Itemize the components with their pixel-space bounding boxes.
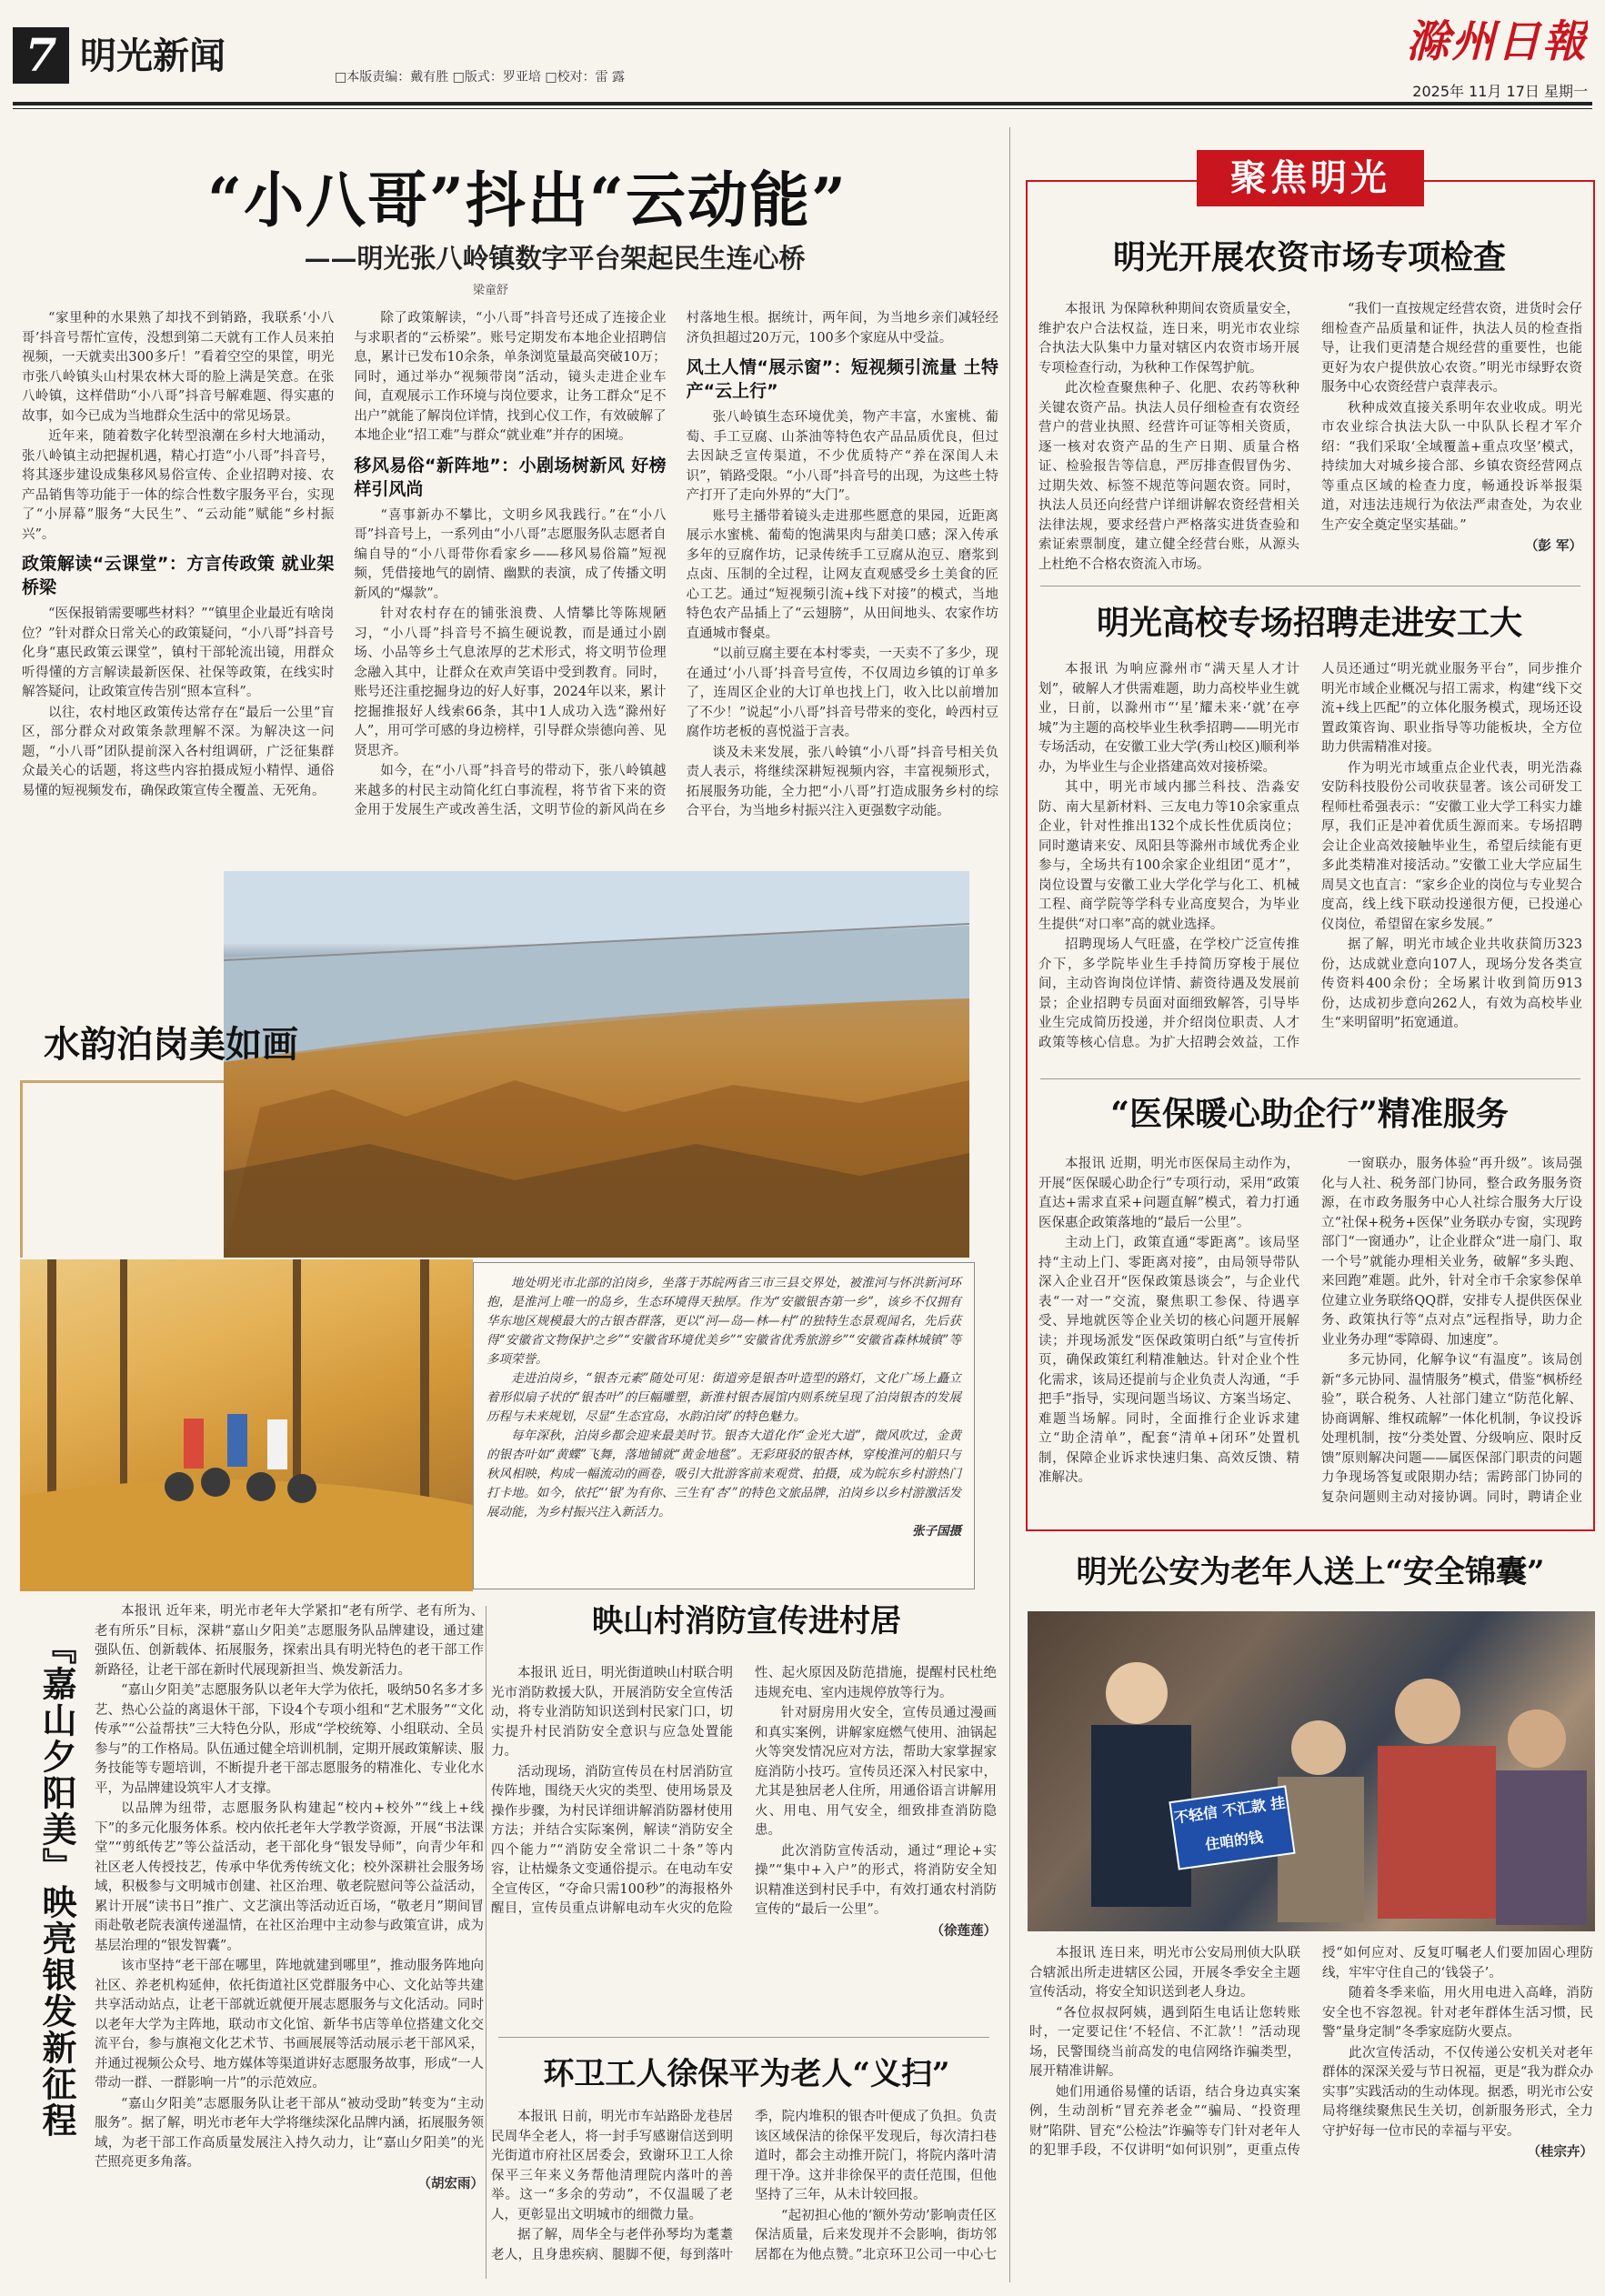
focus-article-2-title: 明光高校专场招聘走进安工大: [1096, 604, 1522, 642]
paragraph: 除了政策解读，“小八哥”抖音号还成了连接企业与求职者的“云桥梁”。账号定期发布本地企业招聘信息，累计已发布10余条，单条浏览量最高突破10万；同时，通过举办“视频带岗”活动，镜头走进企业车间，直观展示工作环境与岗位要求，让务工群众“足不出户”就能了解岗位详情，找到心仪工作，有效破解了本地企业“招工难”与群众“就业难”并存的困境。: [354, 311, 667, 443]
police-elderly-photo: [1028, 1611, 1595, 1931]
paragraph: 本报讯 近日，明光街道映山村联合明光市消防救援大队，开展消防安全宣传活动，将专业消防知识送到村民家门口，切实提升村民消防安全意识与应急处置能力。: [491, 1666, 733, 1759]
paragraph: 本报讯 为响应滁州市“满天星人才计划”，破解人才供需难题，助力高校毕业生就业，日前，以滁州市“‘星’耀未来·‘就’在亭城”为主题的高校毕业生秋季招聘——明光市专场活动，在安徽工业大学(秀山校区)顺利举办，为毕业生与企业搭建高效对接桥梁。: [1038, 662, 1299, 775]
photo-feature-title: 水韵泊岗美如画: [44, 1023, 298, 1066]
ginkgo-cyclists-photo: [20, 1259, 473, 1591]
paragraph: “家里种的水果熟了却找不到销路，我联系‘小八哥’抖音号帮忙宣传，没想到第二天就有工作人员来拍视频，一天就卖出300多斤！”看着空空的果筐，明光市张八岭镇头山村果农林大哥的脸上满是笑意。在张八岭镇，这样借助“小八哥”抖音号解难题、得实惠的故事，如今已成为当地群众生活中的常见场景。: [22, 311, 335, 424]
decorative-frame: [20, 1080, 229, 1258]
main-headline: “小八哥”抖出“云动能”: [207, 165, 848, 236]
paragraph: 以往，农村地区政策传达常存在“最后一公里”盲区，部分群众对政策条款理解不深。为解决这一问题，“小八哥”团队提前深入各村组调研，广泛征集群众最关心的话题，将这些内容拍摄成短小精悍、通俗易懂的短视频发布，确保政策宣传全覆盖、无死角。: [22, 705, 335, 798]
police-scene-art: [1028, 1611, 1595, 1931]
section-divider: [1040, 1078, 1580, 1079]
paragraph: “起初担心他的‘额外劳动’影响责任区保洁质量，后来发现并不会影响，街坊邻居都在为他点赞。”北京环卫公司一中心七: [755, 2208, 997, 2262]
focus-section-tag: 聚焦明光: [1197, 150, 1424, 206]
caption-paragraph: 地处明光市北部的泊岗乡，坐落于苏皖两省三市三县交界处，被淮河与怀洪新河环抱，是淮河上唯一的岛乡，生态环境得天独厚。作为“安徽银杏第一乡”，该乡不仅拥有华东地区规模最大的古银杏群落，更以“河—岛—林—村”的独特生态景观闻名，先后获得“安徽省文物保护之乡”“安徽省环境优美乡”“安徽省优秀旅游乡”“安徽省森林城镇”等多项荣誉。: [487, 1276, 961, 1367]
focus-article-2-body: [1038, 660, 1582, 1060]
subheading: 政策解读“云课堂”：方言传政策 就业架桥梁: [22, 554, 335, 597]
paragraph: 本报讯 连日来，明光市公安局刑侦大队联合辖派出所走进辖区公园，开展冬季安全主题宣传活动，将安全知识送到老人身边。: [1029, 1946, 1300, 2000]
paragraph: 招聘现场人气旺盛，在学校广泛宣传推介下，多学院毕业生手持简历穿梭于展位间，主动咨询岗位详情、薪资待遇及发展前景；企业招聘专员面对面细致解答，引导毕业生完成简历投递，并介绍岗位职责、人才政策等核心信息。为扩大招聘会效益，工作人员还通过“明光就业服务平台”，同步推介明光市域企业概况与招工需求，构建“线下交流+线上匹配”的立体化服务模式，现场还设置政策咨询、职业指导等功能板块，全方位助力供需精准对接。: [1038, 662, 1582, 1050]
sanitation-worker-headline: 环卫工人徐保平为老人“义扫”: [543, 2056, 950, 2092]
paragraph: 据了解，周华全与老伴孙琴均为耄耋老人，且身患疾病、腿脚不便，每到落叶季，院内堆积的银杏叶便成了负担。负责该区域保洁的徐保平发现后，每次清扫巷道时，都会主动推开院门，将院内落叶清理干净。这并非徐保平的责任范围，但他坚持了三年，从未计较回报。: [491, 2110, 997, 2262]
editors-line: □本版责编：戴有胜 □版式：罗亚培 □校对：雷 露: [335, 70, 626, 85]
police-article-body: [1029, 1944, 1593, 2281]
dateline: 2025年 11月 17日 星期一: [1412, 83, 1588, 100]
paragraph: “喜事新办不攀比，文明乡风我践行。”在“小八哥”抖音号上，一系列由“小八哥”志愿服务队志愿者自编自导的“小八哥带你看家乡——移风易俗篇”短视频，凭借接地气的剧情、幽默的表演，成了传播文明新风的“爆款”。: [354, 507, 667, 601]
paragraph: 本报讯 日前，明光市车站路卧龙巷居民周华全老人，将一封手写感谢信送到明光街道市府社区居委会，致谢环卫工人徐保平三年来义务帮他清理院内落叶的善举。这一“多余的劳动”，不仅温暖了老人，更彰显出文明城市的细微力量。: [491, 2110, 733, 2222]
river-scene-art: [224, 871, 969, 1258]
paragraph: 该市坚持“老干部在哪里，阵地就建到哪里”，推动服务阵地向社区、养老机构延伸，依托街道社区党群服务中心、文化站等共建共享活动站点，让老干部就近就便开展志愿服务与文化活动。同时以老年大学为主阵地，联动市文化馆、新华书店等单位搭建文化交流平台，参与旗袍文化艺术节、书画展展等活动展示老干部风采，并通过视频公众号、地方媒体等渠道讲好志愿服务故事，形成“一人带动一群、一群影响一片”的示范效应。: [95, 1959, 484, 2090]
anti-fraud-sign: 不轻信 不汇款 挂住咱的钱: [1169, 1785, 1295, 1870]
paragraph: 随着冬季来临，用火用电进入高峰，消防安全也不容忽视。针对老年群体生活习惯，民警“量身定制”冬季家庭防火要点。: [1322, 1986, 1593, 2040]
page-number: 7: [13, 27, 69, 84]
photo-caption: [473, 1262, 975, 1589]
column-divider: [1009, 127, 1010, 2282]
paragraph: 一窗联办，服务体验“再升级”。该局强化与人社、税务部门协同，整合政务服务资源，在市政务服务中心人社综合服务大厅设立“社保+税务+医保”业务联办专窗，实现跨部门“一窗通办”，让企业群众“进一扇门、取一个号”就能办理相关业务，破解“多头跑、来回跑”难题。此外，针对全市千余家参保单位建立业务联络QQ群，安排专人提供医保业务、政策执行等“点对点”远程指导，助力企业业务办理“零障碍、加速度”。: [1321, 1157, 1582, 1348]
paragraph: 本报讯 近期，明光市医保局主动作为，开展“医保暖心助企行”专项行动，采用“政策直达+需求直采+问题直解”模式，着力打通医保惠企政策落地的“最后一公里”。: [1038, 1157, 1299, 1230]
caption-paragraph: 每年深秋，泊岗乡都会迎来最美时节。银杏大道化作“金光大道”，微风吹过，金黄的银杏叶如“黄蝶”飞舞，落地铺就“黄金地毯”。无彩斑驳的银杏林，穿梭淮河的船只与秋风相映，构成一幅流动的画卷，吸引大批游客前来观赏、拍摄，成为皖东乡村游热门打卡地。如今，依托“‘银’为有你、三生有‘杏’”的特色文旅品牌，泊岗乡以乡村游激活发展动能，为乡村振兴注入新活力。: [487, 1429, 961, 1519]
photo-credit: 张子国摄: [912, 1524, 961, 1539]
paragraph: 据了解，明光市域企业共收获简历323份，达成就业意向107人，现场分发各类宣传资料400余份；全场累计收到简历913份，达成初步意向262人，有效为高校毕业生“来明留明”拓宽通道。: [1321, 937, 1582, 1030]
masthead-logo: 滁州日報: [1405, 16, 1588, 67]
author-sign: （胡宏雨）: [417, 2175, 484, 2191]
paragraph: “嘉山夕阳美”志愿服务队以老年大学为依托，吸纳50名多才多艺、热心公益的离退休干部，下设4个专项小组和“艺术服务”“文化传承”“公益帮扶”三大特色分队，形成“学校统筹、小组联动、全员参与”的工作格局。队伍通过健全培训机制，定期开展政策解读、服务技能等专题培训，不断提升老干部志愿服务的精准化、专业化水平，为品牌建设筑牢人才支撑。: [95, 1683, 484, 1796]
focus-article-3-body: [1038, 1155, 1582, 1526]
paragraph: “嘉山夕阳美”志愿服务队让老干部从“被动受助”转变为“主动服务”。据了解，明光市老年大学将继续深化品牌内涵，拓展服务领域，为老干部工作高质量发展注入持久动力，让“嘉山夕阳美”的光芒照亮更多角落。: [95, 2096, 484, 2170]
focus-article-3-title: “医保暖心助企行”精准服务: [1110, 1095, 1509, 1133]
paragraph: 如今，在“小八哥”抖音号的带动下，张八岭镇越来越多的村民主动简化红白事流程，将节省下来的资金用于发展生产或改善生活，文明节俭的新风尚在乡村落地生根。据统计，两年间，为当地乡亲们减轻经济负担超过20万元，100多个家庭从中受益。: [354, 311, 998, 817]
river-landscape-photo: [224, 871, 969, 1258]
paragraph: “我们一直按规定经营农资，进货时会仔细检查产品质量和证件，执法人员的检查指导，让我们更清楚合规经营的重要性，也能更好为农户提供放心农资。”明光市绿野农资服务中心农资经营户袁萍表示。: [1321, 302, 1582, 395]
paragraph: 近年来，随着数字化转型浪潮在乡村大地涌动，张八岭镇主动把握机遇，精心打造“小八哥”抖音号，将其逐步建设成集移风易俗宣传、企业招聘对接、农产品销售等功能于一体的综合性数字服务平台，实现了“小屏幕”服务“大民生”、“云动能”赋能“乡村振兴”。: [22, 429, 335, 542]
fire-article-body: [491, 1664, 997, 2028]
police-headline: 明光公安为老年人送上“安全锦囊”: [1076, 1554, 1545, 1590]
paragraph: 针对厨房用火安全，宣传员通过漫画和真实案例，讲解家庭燃气使用、油锅起火等突发情况应对方法，帮助大家掌握家庭消防小技巧。宣传员还深入村民家中，尤其是独居老人住所，用通俗语言讲解用火、用电、用气安全，细致排查消防隐患。: [755, 1706, 997, 1838]
worker-article-body: [491, 2108, 997, 2279]
paragraph: 以品牌为纽带，志愿服务队构建起“校内+校外”“线上+线下”的多元化服务体系。校内依托老年大学教学资源，开展“书法课堂”“剪纸传艺”等公益活动，老干部化身“银发导师”，向青少年和社区老人传授技艺，传承中华优秀传统文化；校外深耕社会服务场域，积极参与文明城市创建、社区治理、敬老院慰问等公益活动，累计开展“读书日”推广、文艺演出等活动近百场，“敬老月”期间冒雨赴敬老院表演传递温情，在社区治理中主动参与政策宣讲，成为基层治理的“银发智囊”。: [95, 1801, 484, 1953]
paragraph: 针对农村存在的铺张浪费、人情攀比等陈规陋习，“小八哥”抖音号不搞生硬说教，而是通过小剧场、小品等乡土气息浓厚的艺术形式，将文明节俭理念融入其中，让群众在欢声笑语中受到教育。同时，账号还注重挖掘身边的好人好事，2024年以来，累计挖掘推报好人线索66条，其中1人成功入选“滁州好人”，用可学可感的身边榜样，引导群众崇德向善、见贤思齐。: [354, 607, 667, 758]
paragraph: 此次检查聚焦种子、化肥、农药等秋种关键农资产品。执法人员仔细检查有农资经营户的营业执照、经营许可证等相关资质，逐一核对农资产品的生产日期、质量合格证、检验报告等信息，严厉排查假冒伪劣、过期失效、标签不规范等问题农资。同时，执法人员还向经营户详细讲解农资经营相关法律法规，要求经营户严格落实进货查验和索证索票制度，建立健全经营台账，从源头上杜绝不合格农资流入市场。: [1038, 381, 1299, 572]
paragraph: “各位叔叔阿姨，遇到陌生电话让您转账时，一定要记住‘不轻信、不汇款’！”活动现场，民警围绕当前高发的电信网络诈骗类型，展开精准讲解。: [1029, 2005, 1300, 2079]
author-sign: （徐莲莲）: [930, 1922, 997, 1939]
paragraph: 账号主播带着镜头走进那些愿意的果园，近距离展示水蜜桃、葡萄的饱满果肉与甜美口感；深入传承多年的豆腐作坊，记录传统手工豆腐从泡豆、磨浆到点卤、压制的全过程，让网友直观感受乡土美食的匠心工艺。通过“短视频引流+线下对接”的模式，当地特色农产品插上了“云翅膀”，从田间地头、农家作坊直通城市餐桌。: [686, 508, 998, 641]
paragraph: 她们用通俗易懂的话语，结合身边真实案例，生动剖析“冒充养老金”“骗局、“投资理财”陷阱、冒充“公检法”诈骗等专门针对老年人的犯罪手段，不仅讲明“如何识别”，更重点传授“如何应对、反复叮嘱老人们要加固心理防线，牢牢守住自己的‘钱袋子’。: [1029, 1946, 1593, 2158]
fire-headline: 映山村消防宣传进村居: [592, 1603, 901, 1639]
main-byline: 梁童舒: [473, 284, 509, 297]
paragraph: 此次消防宣传活动，通过“理论+实操”“集中+入户”的形式，将消防安全知识精准送到村民手中，有效打通农村消防宣传的“最后一公里”。: [755, 1843, 997, 1917]
left-article-body: [95, 1602, 484, 2275]
vertical-headline: [35, 1629, 89, 2266]
caption-paragraph: 走进泊岗乡，“银杏元素”随处可见：街道旁是银杏叶造型的路灯，文化广场上矗立着形似扇子状的“银杏叶”的巨幅雕塑，新淮村银杏展馆内则系统呈现了泊岗银杏的发展历程与未来规划，尽显“生态宜岛，水韵泊岗”的特色魅力。: [487, 1371, 961, 1424]
paragraph: 本报讯 近年来，明光市老年大学紧扣“老有所学、老有所为、老有所乐”目标，深耕“嘉山夕阳美”志愿服务队品牌建设，通过建强队伍、创新载体、拓展服务，探索出具有明光特色的老干部工作新路径，让老干部在新时代展现新担当、焕发新活力。: [95, 1604, 484, 1678]
paragraph: 主动上门，政策直通“零距离”。该局坚持“主动上门、零距离对接”，由局领导带队深入企业召开“医保政策恳谈会”，与企业代表“一对一”交流，聚焦职工参保、待遇享受、异地就医等企业关切的核心问题开展解读；并现场派发“医保政策明白纸”与宣传折页，确保政策红利精准触达。针对企业个性化需求，该局还提前与企业负责人沟通，“手把手”指导，实现问题当场议、方案当场定、难题当场解。同时，全面推行企业诉求建立“助企清单”，配套“清单+闭环”处置机制，保障企业诉求快速归集、高效反馈、精准解决。: [1038, 1236, 1299, 1485]
section-title: 明光新闻: [80, 35, 226, 77]
paragraph: 其中，明光市域内挪兰科技、浩淼安防、南大星新材料、三友电力等10余家重点企业，针对性推出132个成长性优质岗位；同时邀请来安、凤阳县等滁州市域优秀企业参与，全场共有100余家企业组团“觅才”，岗位设置与安徽工业大学化学与化工、机械工程、商学院等学科专业高度契合，为毕业生提供“对口率”高的就业选择。: [1038, 780, 1299, 932]
main-subtitle: ——明光张八岭镇数字平台架起民生连心桥: [304, 243, 806, 274]
column-divider: [486, 1606, 487, 2279]
ginkgo-scene-art: [20, 1259, 473, 1591]
header-rule: [13, 102, 1592, 105]
header-rule-thin: [13, 108, 1592, 109]
focus-article-1-body: [1038, 300, 1582, 575]
paragraph: 张八岭镇生态环境优美，物产丰富，水蜜桃、葡萄、手工豆腐、山茶油等特色农产品品质优良，但过去因缺乏宣传渠道，不少优质特产“养在深闺人未识”，销路受限。“小八哥”抖音号的出现，为这些土特产打开了走向外界的“大门”。: [686, 410, 998, 503]
paragraph: 本报讯 为保障秋种期间农资质量安全，维护农户合法权益，连日来，明光市农业综合执法大队集中力量对辖区内农资市场开展专项检查行动，为秋种工作保驾护航。: [1038, 302, 1299, 376]
paragraph: 多元协同，化解争议“有温度”。该局创新“多元协同、温情服务”模式，借鉴“枫桥经验”，联合税务、人社部门建立“防范化解、协商调解、维权疏解”一体化机制，争议投诉处理机制，按“分类处置、分级响应、限时反馈”原则解决问题——属医保部门职责的问题力争现场答复或限期办结；需跨部门协同的复杂问题则主动对接协调。同时，聘请企业: [1321, 1353, 1582, 1505]
main-article-body: [22, 309, 998, 829]
subheading: 移风易俗“新阵地”：小剧场树新风 好榜样引风尚: [354, 455, 667, 499]
paragraph: 活动现场，消防宣传员在村居消防宣传阵地，围绕天火灾的类型、使用场景及操作步骤，为村民详细讲解消防器材使用方法；并结合实际案例，解读“消防安全四个能力”“消防安全常识二十条”等内容，让枯燥条文变通俗提示。在电动车安全宣传区，“夺命只需100秒”的海报格外醒目，宣传员重点讲解电动车火灾的危险性、起火原因及防范措施，提醒村民杜绝违规充电、室内违规停放等行为。: [491, 1666, 997, 1916]
paragraph: “医保报销需要哪些材料？”“镇里企业最近有啥岗位？”针对群众日常关心的政策疑问，“小八哥”抖音号化身“惠民政策云课堂”，镇村干部轮流出镜，用群众听得懂的方言解读最新医保、社保等政策，在线实时解答疑问，让政策宣传告别“照本宣科”。: [22, 607, 335, 699]
vertical-headline-text: 『嘉山夕阳美』映亮银发新征程: [36, 1629, 77, 2139]
paragraph: “以前豆腐主要在本村零卖，一天卖不了多少，现在通过‘小八哥’抖音号宣传，不仅周边乡镇的订单多了，连周区企业的大订单也找上门，收入比以前增加了不少！”说起“小八哥”抖音号带来的变化，岭西村豆腐作坊老板的喜悦溢于言表。: [686, 647, 998, 739]
paragraph: 秋种成效直接关系明年农业收成。明光市农业综合执法大队一中队队长程才军介绍：“我们采取‘全域覆盖+重点攻坚’模式，持续加大对城乡接合部、乡镇农资经营网点等重点区域的检查力度，畅通投诉举报渠道，对违法违规行为依法严肃查处，为农业生产安全奠定坚实基础。”: [1321, 400, 1582, 533]
paragraph: 谈及未来发展，张八岭镇“小八哥”抖音号相关负责人表示，将继续深耕短视频内容，丰富视频形式，拓展服务功能，全力把“小八哥”打造成服务乡村的综合平台，为当地乡村振兴注入更强数字动能。: [686, 745, 998, 818]
subheading: 风土人情“展示窗”：短视频引流量 土特产“云上行”: [686, 357, 998, 401]
author-sign: （彭 军）: [1524, 538, 1582, 554]
focus-article-1-title: 明光开展农资市场专项检查: [1112, 238, 1506, 276]
author-sign: （桂宗卉）: [1527, 2144, 1593, 2160]
section-divider: [1040, 586, 1580, 587]
paragraph: 作为明光市域重点企业代表，明光浩淼安防科技股份公司收获显著。该公司研发工程师杜希强表示：“安徽工业大学工科实力雄厚，我们正是冲着优质生源而来。专场招聘会让企业高效接触毕业生，希望后续能有更多此类精准对接活动。”安徽工业大学应届生周昊文也直言：“家乡企业的岗位与专业契合度高，线上线下联动投递很方便，已投递心仪岗位，希望留在家乡发展。”: [1321, 760, 1582, 932]
paragraph: 此次宣传活动，不仅传递公安机关对老年群体的深深关爱与节日祝福，更是“我为群众办实事”实践活动的生动体现。据悉，明光市公安局将继续聚焦民生关切，创新服务形式，全力守护好每一位市民的幸福与平安。: [1322, 2045, 1593, 2139]
section-divider: [498, 2037, 989, 2038]
